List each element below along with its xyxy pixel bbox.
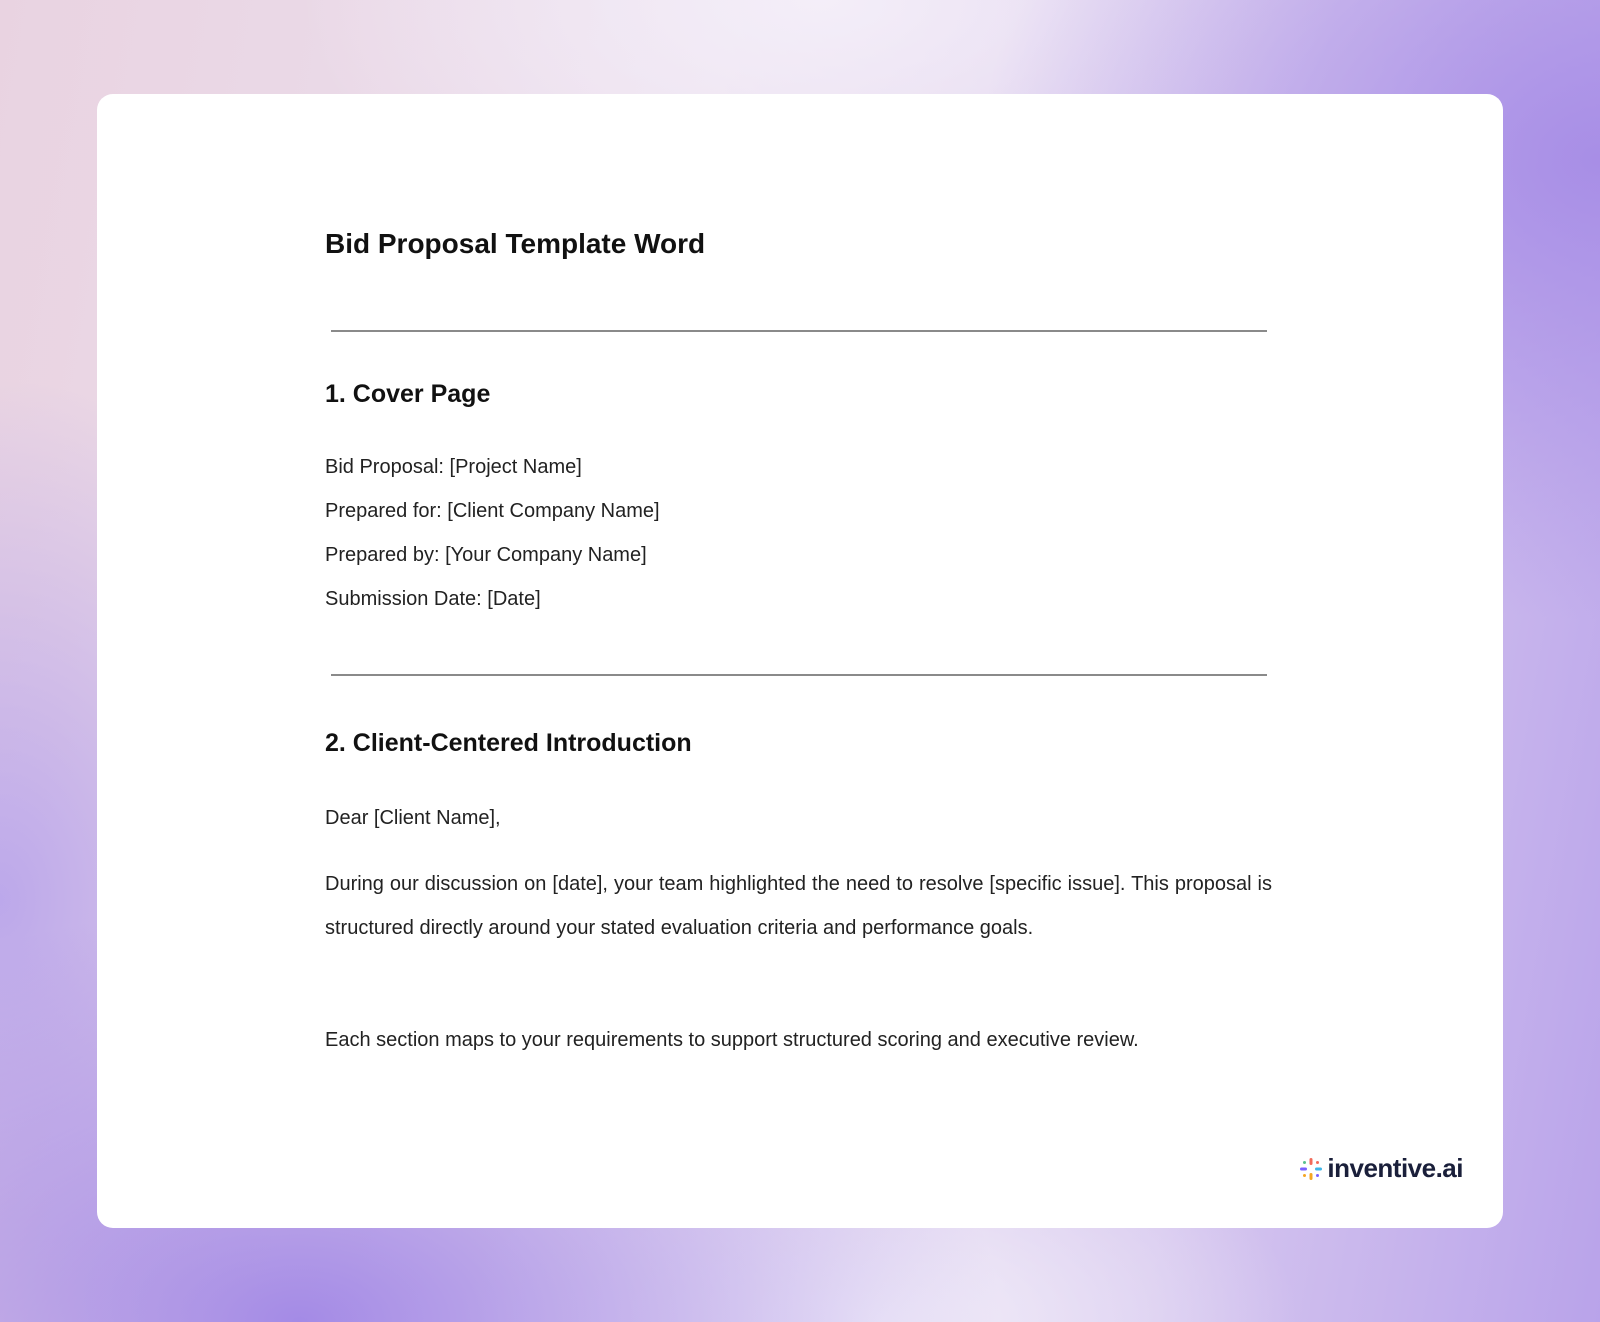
intro-greeting: Dear [Client Name], <box>325 807 501 829</box>
logo-mark <box>1303 1161 1306 1164</box>
inventive-logo-icon <box>1299 1157 1323 1181</box>
cover-line-prepared-by: Prepared by: [Your Company Name] <box>325 544 647 566</box>
section-divider <box>331 674 1267 676</box>
logo-mark <box>1316 1174 1319 1177</box>
logo-mark <box>1300 1167 1307 1170</box>
intro-paragraph: Each section maps to your requirements to support structured scoring and executive review. <box>325 1029 1139 1051</box>
cover-line-prepared-for: Prepared for: [Client Company Name] <box>325 500 660 522</box>
intro-paragraph: During our discussion on [date], your team highlighted the need to resolve [specific issue]. This proposal is structured directly around your stated evaluation criteria and performance goals. <box>325 873 1272 939</box>
logo-mark <box>1316 1161 1319 1164</box>
cover-line-submission-date: Submission Date: [Date] <box>325 588 541 610</box>
brand-logo <box>1299 1153 1463 1184</box>
document-card <box>97 94 1503 1228</box>
section-divider <box>331 330 1267 332</box>
logo-mark <box>1310 1158 1313 1165</box>
document-title: Bid Proposal Template Word <box>325 228 706 259</box>
logo-mark <box>1303 1174 1306 1177</box>
section-heading-introduction: 2. Client-Centered Introduction <box>325 729 692 757</box>
logo-mark <box>1310 1173 1313 1180</box>
section-heading-cover-page: 1. Cover Page <box>325 380 491 408</box>
cover-line-project: Bid Proposal: [Project Name] <box>325 456 582 478</box>
logo-mark <box>1315 1167 1322 1170</box>
brand-name: inventive.ai <box>1327 1153 1463 1183</box>
